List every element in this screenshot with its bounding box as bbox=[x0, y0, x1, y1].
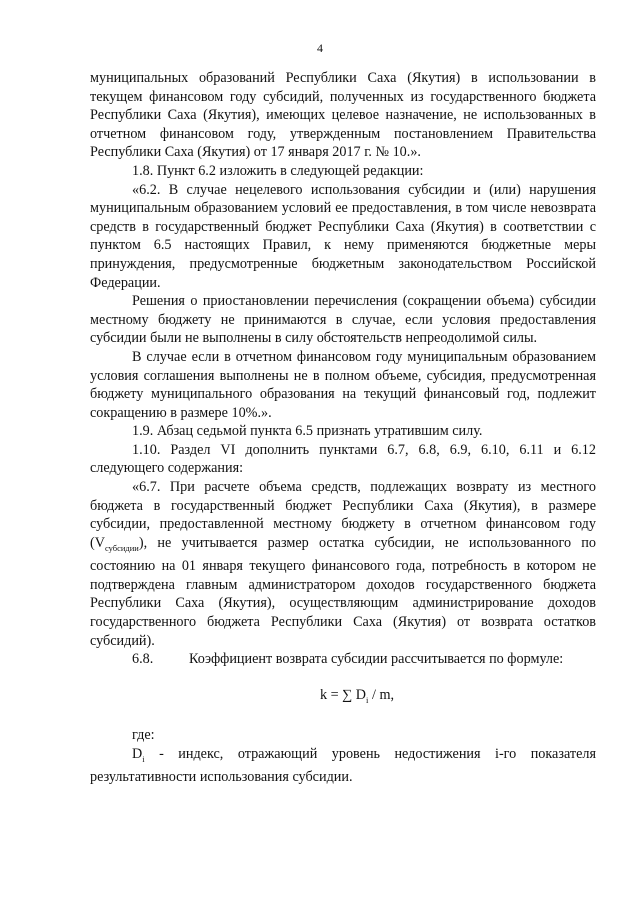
clause-6-7-subscript: субсидии bbox=[104, 542, 139, 553]
formula bbox=[90, 686, 596, 709]
clause-6-8-text: Коэффициент возврата субсидии рассчитывается по формуле: bbox=[189, 651, 564, 668]
paragraph-definition-di bbox=[90, 745, 596, 787]
formula-subscript: i bbox=[366, 694, 369, 705]
paragraph-item-1-8: 1.8. Пункт 6.2 изложить в следующей редакции: bbox=[132, 162, 424, 179]
paragraph-reduction: В случае если в отчетном финансовом году муниципальным образованием условия соглашения выполнены не в полном объеме, субсидия, предусмотренная бюджету муниципального образования на текущий финансовый год, подлежит сокращению в размере 10%.». bbox=[90, 348, 596, 421]
formula-tail: / m, bbox=[368, 686, 395, 703]
document-body bbox=[90, 69, 596, 787]
paragraph-continuation: муниципальных образований Республики Саха (Якутия) в использовании в текущем финансовом году субсидий, полученных из государственного бюджета Республики Саха (Якутия), имеющих целевое назначение, не использованных в отчетном финансовом году, утвержденным постановлением Правительства Республики Саха (Якутия) от 17 января 2017 г. № 10.». bbox=[90, 70, 596, 161]
definition-variable: D bbox=[132, 745, 143, 762]
definition-subscript: i bbox=[142, 753, 145, 764]
definition-text: - индекс, отражающий уровень недостижения i-го показателя результативности использования субсидии. bbox=[90, 745, 596, 786]
formula-main: k = ∑ D bbox=[319, 686, 367, 703]
where-label: где: bbox=[132, 727, 155, 744]
clause-6-8-number: 6.8. bbox=[132, 651, 154, 668]
paragraph-item-1-9: 1.9. Абзац седьмой пункта 6.5 признать утратившим силу. bbox=[132, 423, 483, 440]
paragraph-clause-6-2: «6.2. В случае нецелевого использования субсидии и (или) нарушения муниципальным образованием условий ее предоставления, в том числе невозврата средств в государственный бюджет Республики Саха (Якутия) в соответствии с пунктом 6.5 настоящих Правил, к нему применяются бюджетные меры принуждения, предусмотренные бюджетным законодательством Российской Федерации. bbox=[90, 181, 596, 291]
paragraph-suspension-decision: Решения о приостановлении перечисления (сокращении объема) субсидии местному бюджету не принимаются в случае, если условия предоставления субсидии были не выполнены в силу обстоятельств непреодолимой силы. bbox=[90, 293, 596, 347]
clause-6-7-text-start: «6.7. При расчете объема средств, подлежащих возврату из местного бюджета в государственный бюджет Республики Саха (Якутия), в размере субсидии, предоставленной местному бюджету в отчетном финансовом году (V bbox=[90, 479, 596, 551]
page-number: 4 bbox=[317, 41, 323, 55]
paragraph-item-1-10: 1.10. Раздел VI дополнить пунктами 6.7, 6.8, 6.9, 6.10, 6.11 и 6.12 следующего содержания: bbox=[90, 441, 596, 477]
clause-6-7-text-end: ), не учитывается размер остатка субсидии, не использованного по состоянию на 01 января текущего финансового года, потребность в котором не подтверждена главным администратором доходов государственного бюджета Республики Саха (Якутия), осуществляющим администрирование доходов государственного бюджета Республики Саха (Якутия) от возврата остатков субсидий). bbox=[90, 534, 596, 649]
paragraph-clause-6-8 bbox=[90, 650, 596, 669]
paragraph-clause-6-7 bbox=[90, 478, 596, 650]
